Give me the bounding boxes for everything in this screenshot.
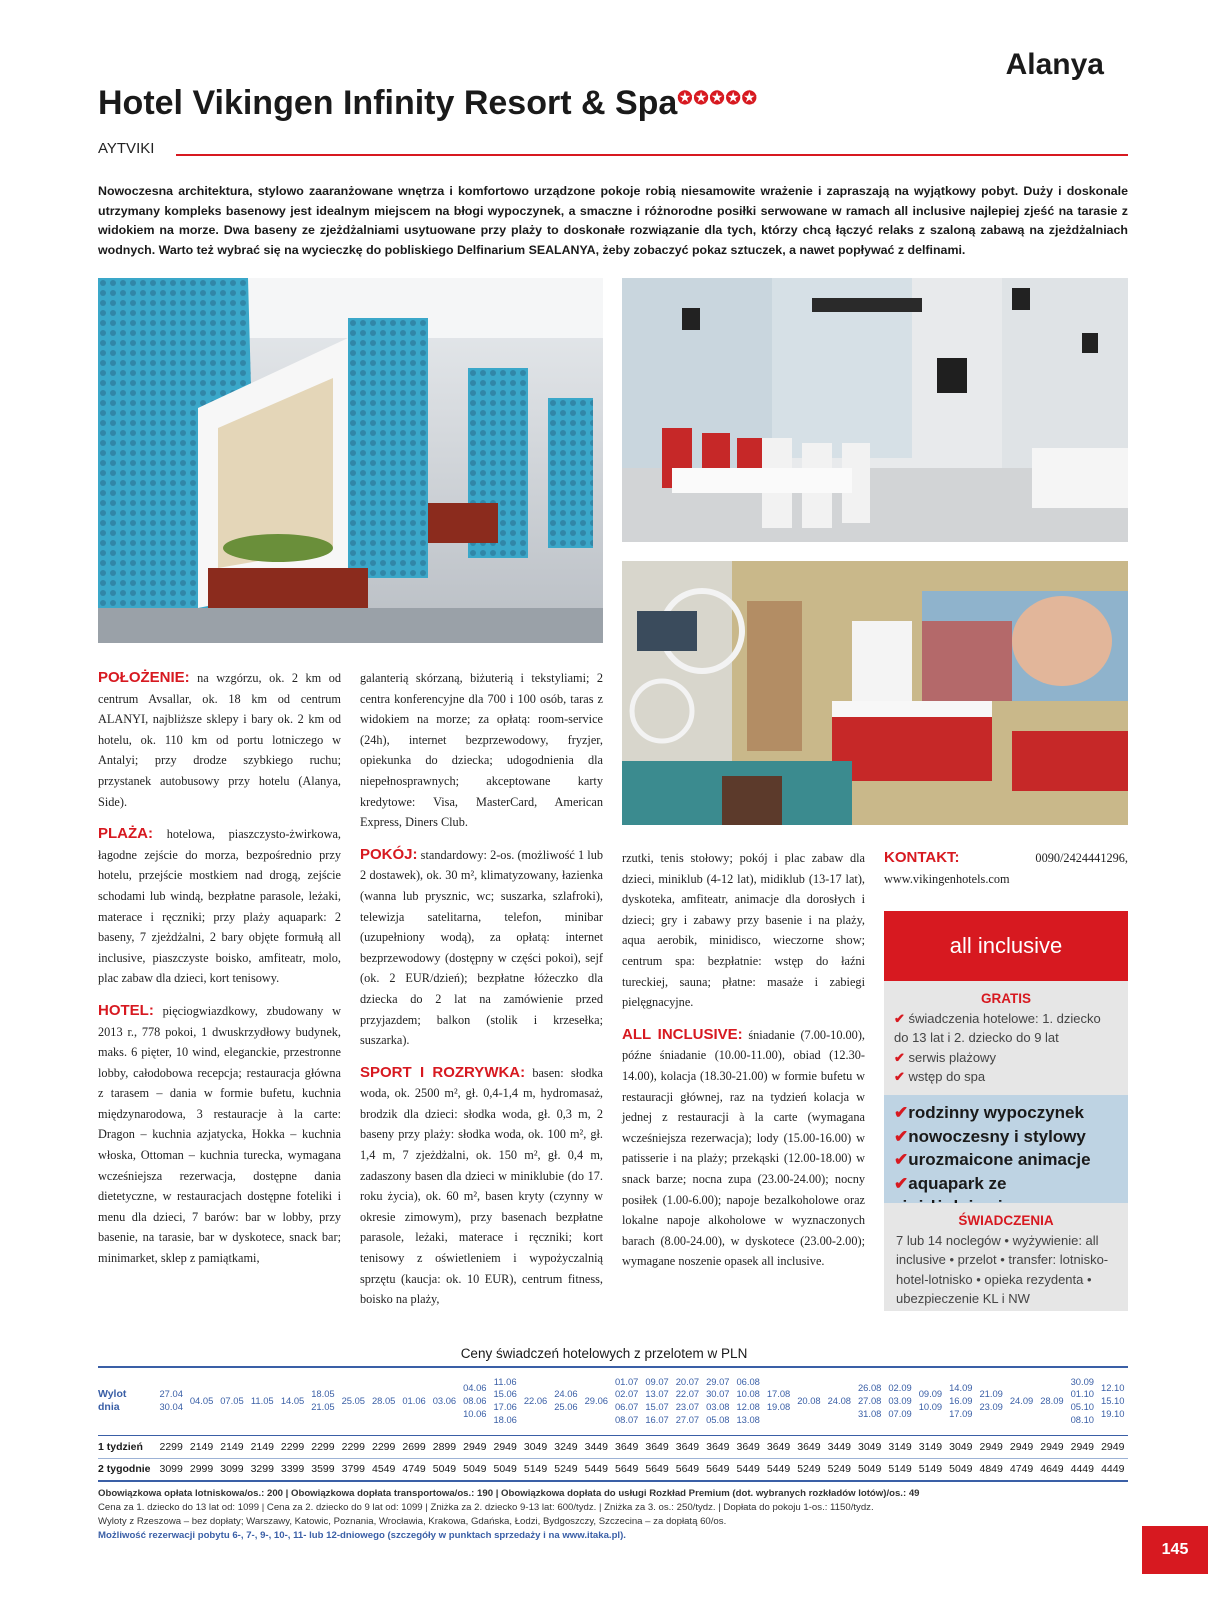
date-cell: 20.08 [794, 1367, 824, 1435]
photo-buffet [98, 278, 603, 643]
price-cell-2w: 3099 [217, 1458, 247, 1481]
date-cell: 09.09 10.09 [915, 1367, 945, 1435]
price-cell-2w: 5449 [581, 1458, 611, 1481]
date-cell: 24.08 [824, 1367, 854, 1435]
price-cell-1w: 3249 [551, 1435, 581, 1458]
price-cell-2w: 5449 [733, 1458, 763, 1481]
price-cell-2w: 5149 [885, 1458, 915, 1481]
contact-heading: KONTAKT: [884, 849, 960, 866]
room-text: standardowy: 2-os. (możliwość 1 lub 2 dostawek), ok. 30 m², klimatyzowany, łazienka (wanna lub prysznic, wc; suszarka, szlafroki), telewizja satelitarna, telefon, minibar (uzupełniony wodą), za opłatą: internet bezprzewodowy (dostępny w części pokoi), sejf (ok. 2 EUR/dzień); bezpłatne łóżeczko dla dziecka do 2 lat na zamówienie przed przyjazdem; balkon (stolik i krzesełka; suszarka). [360, 847, 603, 1048]
date-cell: 09.07 13.07 15.07 16.07 [642, 1367, 672, 1435]
price-cell-1w: 3449 [824, 1435, 854, 1458]
section-all-inclusive [622, 1025, 865, 1272]
board-type-badge: all inclusive [884, 911, 1128, 981]
price-cell-2w: 5249 [824, 1458, 854, 1481]
hotel-code: AYTVIKI [98, 140, 155, 157]
price-cell-2w: 3399 [277, 1458, 307, 1481]
price-cell-1w: 2949 [976, 1435, 1006, 1458]
date-cell: 11.06 15.06 17.06 18.06 [490, 1367, 520, 1435]
code-divider [176, 154, 1128, 156]
gratis-item [894, 1009, 1118, 1048]
room-heading: POKÓJ: [360, 845, 418, 863]
price-cell-2w: 4849 [976, 1458, 1006, 1481]
services-box [884, 1203, 1128, 1311]
services-title: ŚWIADCZENIA [958, 1213, 1054, 1228]
date-cell: 14.05 [277, 1367, 307, 1435]
price-cell-1w: 3649 [672, 1435, 702, 1458]
price-cell-2w: 5149 [915, 1458, 945, 1481]
price-cell-2w: 4749 [1006, 1458, 1036, 1481]
price-cell-1w: 3649 [703, 1435, 733, 1458]
price-cell-2w: 3299 [247, 1458, 277, 1481]
price-table-dates-row [98, 1367, 1128, 1435]
sport-heading: SPORT I ROZRYWKA: [360, 1063, 526, 1081]
gratis-item [894, 1048, 1118, 1068]
highlight-text: rodzinny wypoczynek [908, 1103, 1084, 1122]
price-cell-1w: 2699 [399, 1435, 429, 1458]
price-table-week1-row [98, 1435, 1128, 1458]
price-cell-2w: 5049 [854, 1458, 884, 1481]
hotel-name: Hotel Vikingen Infinity Resort & Spa [98, 84, 678, 122]
price-cell-1w: 2949 [490, 1435, 520, 1458]
price-cell-1w: 2299 [277, 1435, 307, 1458]
all-inclusive-text: śniadanie (7.00-10.00), późne śniadanie (10.00-11.00), obiad (12.30-14.00), kolacja (18.30-21.00) w formie bufetu w restauracji głównej, raz na tydzień kolacja w jednej z restauracji à la carte (wymagana wcześniejsza rezerwacja); lody (15.00-16.00) w patisserie i na plaży; przekąski (12.00-18.00) w snack barze; nocna zupa (23.00-24.00); nocny posiłek (1.00-6.00); napoje bezalkoholowe oraz lokalne napoje alkoholowe w wyznaczonych barach (8.00-24.00), w dyskotece (23.00-2.00); wymagane noszenie opasek all inclusive. [622, 1027, 866, 1269]
price-cell-2w: 3599 [308, 1458, 338, 1481]
price-cell-2w: 5249 [794, 1458, 824, 1481]
date-cell: 03.06 [429, 1367, 459, 1435]
column-3 [622, 848, 865, 1284]
note-line: Możliwość rezerwacji pobytu 6-, 7-, 9-, 10-, 11- lub 12-dniowego (szczegóły w punktach sprzedaży i na www.itaka.pl). [98, 1530, 626, 1541]
price-cell-1w: 3049 [520, 1435, 550, 1458]
price-cell-1w: 2949 [1037, 1435, 1067, 1458]
photo-hotel-room [622, 561, 1128, 825]
price-cell-2w: 4549 [368, 1458, 398, 1481]
column-1 [98, 668, 341, 1281]
section-sport [360, 1063, 603, 1310]
section-location [98, 668, 341, 812]
hotel-text-continued: galanterią skórzaną, biżuterią i tekstyliami; 2 centra konferencyjne dla 700 i 100 osób, taras z widokiem na morze; za opłatą: room-service (24h), internet bezprzewodowy, fryzjer, opiekunka do dziecka; udogodnienia dla niepełnosprawnych; akceptowane karty kredytowe: Visa, MasterCard, American Express, Diners Club. [360, 671, 603, 830]
section-beach [98, 824, 341, 989]
price-cell-2w: 4449 [1097, 1458, 1128, 1481]
photo-dining-room [622, 278, 1128, 542]
price-cell-1w: 2299 [156, 1435, 186, 1458]
date-cell: 28.09 [1037, 1367, 1067, 1435]
beach-text: hotelowa, piaszczysto-żwirkowa, łagodne zejście do morza, bezpośrednio przy hotelu, przejście mostkiem nad drogą, zejście schodami lub windą, bezpłatne parasole, leżaki, materace i ręczniki; przy plaży aquapark: 2 baseny, 7 zjeżdżalni, 2 bary objęte formułą all inclusive, piaszczyste boisko, amfiteatr, molo, plac zabaw dla dzieci, kort tenisowy. [98, 827, 341, 986]
price-cell-1w: 3649 [794, 1435, 824, 1458]
price-cell-1w: 2299 [368, 1435, 398, 1458]
price-cell-2w: 5149 [520, 1458, 550, 1481]
date-cell: 29.07 30.07 03.08 05.08 [703, 1367, 733, 1435]
hotel-heading: HOTEL: [98, 1001, 154, 1019]
price-cell-1w: 2299 [338, 1435, 368, 1458]
all-inclusive-heading: ALL INCLUSIVE: [622, 1025, 743, 1043]
page-number: 145 [1142, 1526, 1208, 1574]
price-cell-1w: 3049 [946, 1435, 976, 1458]
section-hotel [98, 1001, 341, 1269]
date-cell: 07.05 [217, 1367, 247, 1435]
week2-row-label: 2 tygodnie [98, 1458, 156, 1481]
hotel-text: pięciogwiazdkowy, zbudowany w 2013 r., 778 pokoi, 1 dwuskrzydłowy budynek, maks. 6 pięter, 10 wind, eleganckie, przestronne lobby, całodobowa recepcja; restauracja główna z tarasem – dania w formie bufetu, kuchnia międzynarodowa, 3 restauracje à la carte: Dragon – kuchnia azjatycka, Hokka – kuchnia włoska, Ottoman – kuchnia turecka, wymagana wcześniejsza rezerwacja, dostępne dania dietetyczne, w restauracjach dostępne foteliki i menu dla dzieci, 7 barów: bar w lobby, przy basenie, na tarasie, bar w dyskotece, snack bar; minimarket, sklep z pamiątkami, [98, 1003, 341, 1266]
date-cell: 24.06 25.06 [551, 1367, 581, 1435]
sport-text: basen: słodka woda, ok. 2500 m², gł. 0,4-1,4 m, hydromasaż, brodzik dla dzieci: słodka woda, gł. 0,3 m, 2 baseny przy plaży: słodka woda, ok. 100 m², gł. 1,4 m, 7 zjeżdżalni, ok. 150 m², gł. 0,4 m, zadaszony basen dla dzieci w miniklubie (do 17. roku życia), ok. 60 m², basen kryty (czynny w okresie zimowym), przy basenach bezpłatne parasole, leżaki, materace i ręczniki; kort tenisowy z oświetleniem i wypożyczalnią sprzętu (kaucja: ok. 10 EUR), centrum fitness, boisko na plaży, [360, 1065, 604, 1307]
price-cell-1w: 2149 [247, 1435, 277, 1458]
location-text: na wzgórzu, ok. 2 km od centrum Avsallar, ok. 18 km od centrum ALANYI, najbliższe sklepy i bary ok. 2 km od hotelu, ok. 110 km od portu lotniczego w Antalyi; przy drodze szybkiego ruchu; przystanek autobusowy przy hotelu (Alanya, Side). [98, 671, 341, 809]
star-rating-icon: ✪✪✪✪✪ [677, 88, 758, 108]
price-cell-1w: 2949 [460, 1435, 490, 1458]
checkmark-icon: ✔ [894, 1126, 909, 1146]
date-cell: 28.05 [368, 1367, 398, 1435]
highlight-item [894, 1148, 1118, 1172]
price-cell-2w: 5049 [946, 1458, 976, 1481]
date-cell: 02.09 03.09 07.09 [885, 1367, 915, 1435]
gratis-item-text: świadczenia hotelowe: 1. dziecko do 13 lat i 2. dziecko do 9 lat [894, 1010, 1101, 1045]
price-cell-1w: 3449 [581, 1435, 611, 1458]
date-cell: 01.06 [399, 1367, 429, 1435]
date-cell: 12.10 15.10 19.10 [1097, 1367, 1128, 1435]
note-line: Obowiązkowa opłata lotniskowa/os.: 200 | Obowiązkowa dopłata transportowa/os.: 190 | Obowiązkowa dopłata do usługi Rozkład Premium (dot. wybranych rozkładów lotów)/os.: 49 [98, 1488, 920, 1499]
highlight-text: aquapark ze [908, 1173, 1007, 1193]
price-cell-2w: 5649 [703, 1458, 733, 1481]
gratis-item-text: serwis plażowy [908, 1049, 996, 1065]
highlight-item [894, 1125, 1118, 1149]
price-cell-2w: 5049 [490, 1458, 520, 1481]
price-cell-1w: 3649 [611, 1435, 641, 1458]
price-cell-1w: 2949 [1097, 1435, 1128, 1458]
price-table-week2-row [98, 1458, 1128, 1481]
highlights-box [884, 1095, 1128, 1203]
date-cell: 27.04 30.04 [156, 1367, 186, 1435]
gratis-box [884, 981, 1128, 1095]
highlight-text: urozmaicone animacje [908, 1150, 1091, 1169]
price-cell-1w: 3149 [915, 1435, 945, 1458]
price-cell-2w: 4449 [1067, 1458, 1097, 1481]
date-cell: 04.05 [186, 1367, 216, 1435]
price-cell-1w: 3649 [733, 1435, 763, 1458]
highlight-text: nowoczesny i stylowy [908, 1126, 1086, 1146]
contact-block [884, 848, 1128, 901]
price-cell-2w: 5449 [763, 1458, 793, 1481]
checkmark-icon: ✔ [894, 1049, 905, 1065]
note-line: Wyloty z Rzeszowa – bez dopłaty; Warszawy, Katowic, Poznania, Wrocławia, Krakowa, Gdańska, Łodzi, Bydgoszczy, Szczecina – za dopłatą 60/os. [98, 1516, 727, 1527]
price-table-title: Ceny świadczeń hotelowych z przelotem w PLN [460, 1346, 748, 1361]
price-cell-2w: 5649 [611, 1458, 641, 1481]
date-cell: 24.09 [1006, 1367, 1036, 1435]
price-cell-2w: 5649 [672, 1458, 702, 1481]
price-table [98, 1366, 1128, 1482]
price-cell-2w: 3099 [156, 1458, 186, 1481]
price-cell-2w: 5649 [642, 1458, 672, 1481]
section-room [360, 845, 603, 1051]
date-cell: 11.05 [247, 1367, 277, 1435]
intro-paragraph: Nowoczesna architektura, stylowo zaaranżowane wnętrza i komfortowo urządzone pokoje robią niesamowite wrażenie i zapraszają na wyjątkowy pobyt. Duży i doskonale utrzymany kompleks basenowy jest idealnym miejscem na błogi wypoczynek, a smaczne i różnorodne posiłki serwowane w ramach all inclusive najlepiej zjeść na tarasie z widokiem na morze. Dwa baseny ze zjeżdżalniami usytuowane przy plaży to doskonałe rozwiązanie dla tych, którzy chcą łączyć relaks z szaloną zabawą na zjeżdżalniach wodnych. Warto też wybrać się na wycieczkę do pobliskiego Delfinarium SEALANYA, żeby zobaczyć pokaz sztuczek, a nawet popływać z delfinami. [98, 184, 1128, 257]
checkmark-icon: ✔ [894, 1150, 909, 1169]
date-cell: 06.08 10.08 12.08 13.08 [733, 1367, 763, 1435]
price-cell-1w: 3049 [854, 1435, 884, 1458]
price-cell-2w: 5049 [429, 1458, 459, 1481]
price-cell-1w: 2149 [186, 1435, 216, 1458]
price-cell-1w: 3649 [642, 1435, 672, 1458]
price-cell-1w: 2949 [1067, 1435, 1097, 1458]
price-notes [98, 1487, 998, 1543]
price-cell-1w: 2299 [308, 1435, 338, 1458]
date-cell: 04.06 08.06 10.06 [460, 1367, 490, 1435]
price-cell-2w: 4749 [399, 1458, 429, 1481]
date-cell: 29.06 [581, 1367, 611, 1435]
price-cell-1w: 3649 [763, 1435, 793, 1458]
sport-text-continued: rzutki, tenis stołowy; pokój i plac zabaw dla dzieci, miniklub (4-12 lat), midiklub (13-17 lat), dyskoteka, amfiteatr, animacje dla dorosłych i dzieci; gry i zabawy przy basenie i na plaży, aqua aerobik, minidisco, wieczorne show; centrum spa: bezpłatnie: wstęp do łaźni tureckiej, sauna; płatne: masaże i zabiegi pielęgnacyjne. [622, 851, 865, 1010]
price-cell-2w: 4649 [1037, 1458, 1067, 1481]
price-cell-2w: 5049 [460, 1458, 490, 1481]
price-cell-1w: 2899 [429, 1435, 459, 1458]
price-cell-1w: 2149 [217, 1435, 247, 1458]
highlight-item [894, 1101, 1118, 1125]
date-cell: 21.09 23.09 [976, 1367, 1006, 1435]
region-label: Alanya [1005, 48, 1104, 81]
checkmark-icon: ✔ [894, 1010, 905, 1026]
price-cell-2w: 3799 [338, 1458, 368, 1481]
date-cell: 26.08 27.08 31.08 [854, 1367, 884, 1435]
date-cell: 01.07 02.07 06.07 08.07 [611, 1367, 641, 1435]
checkmark-icon: ✔ [894, 1173, 909, 1193]
column-2 [360, 668, 603, 1322]
dates-row-label: Wylot dnia [98, 1367, 156, 1435]
location-heading: POŁOŻENIE: [98, 669, 190, 686]
date-cell: 25.05 [338, 1367, 368, 1435]
gratis-title: GRATIS [981, 991, 1031, 1006]
checkmark-icon: ✔ [894, 1103, 909, 1122]
gratis-item-text: wstęp do spa [908, 1069, 986, 1084]
date-cell: 22.06 [520, 1367, 550, 1435]
date-cell: 30.09 01.10 05.10 08.10 [1067, 1367, 1097, 1435]
price-cell-2w: 5249 [551, 1458, 581, 1481]
note-line: Cena za 1. dziecko do 13 lat od: 1099 | Cena za 2. dziecko do 9 lat od: 1099 | Zniżka za 2. dziecko 9-13 lat: 600/tydz. | Zniżka za 3. os.: 250/tydz. | Dopłata do pokoju 1-os.: 1150/tydz. [98, 1502, 874, 1513]
hotel-title [98, 84, 758, 123]
contact-text: 0090/2424441296, www.vikingenhotels.com [884, 851, 1128, 886]
date-cell: 14.09 16.09 17.09 [946, 1367, 976, 1435]
date-cell: 18.05 21.05 [308, 1367, 338, 1435]
beach-heading: PLAŻA: [98, 825, 153, 843]
price-cell-1w: 2949 [1006, 1435, 1036, 1458]
week1-row-label: 1 tydzień [98, 1435, 156, 1458]
date-cell: 17.08 19.08 [763, 1367, 793, 1435]
checkmark-icon: ✔ [894, 1069, 905, 1084]
services-text: 7 lub 14 noclegów • wyżywienie: all inclusive • przelot • transfer: lotnisko-hotel-lotnisko • opieka rezydenta • ubezpieczenie KL i NW [896, 1232, 1109, 1306]
gratis-item [894, 1067, 1118, 1087]
price-cell-2w: 2999 [186, 1458, 216, 1481]
date-cell: 20.07 22.07 23.07 27.07 [672, 1367, 702, 1435]
price-cell-1w: 3149 [885, 1435, 915, 1458]
